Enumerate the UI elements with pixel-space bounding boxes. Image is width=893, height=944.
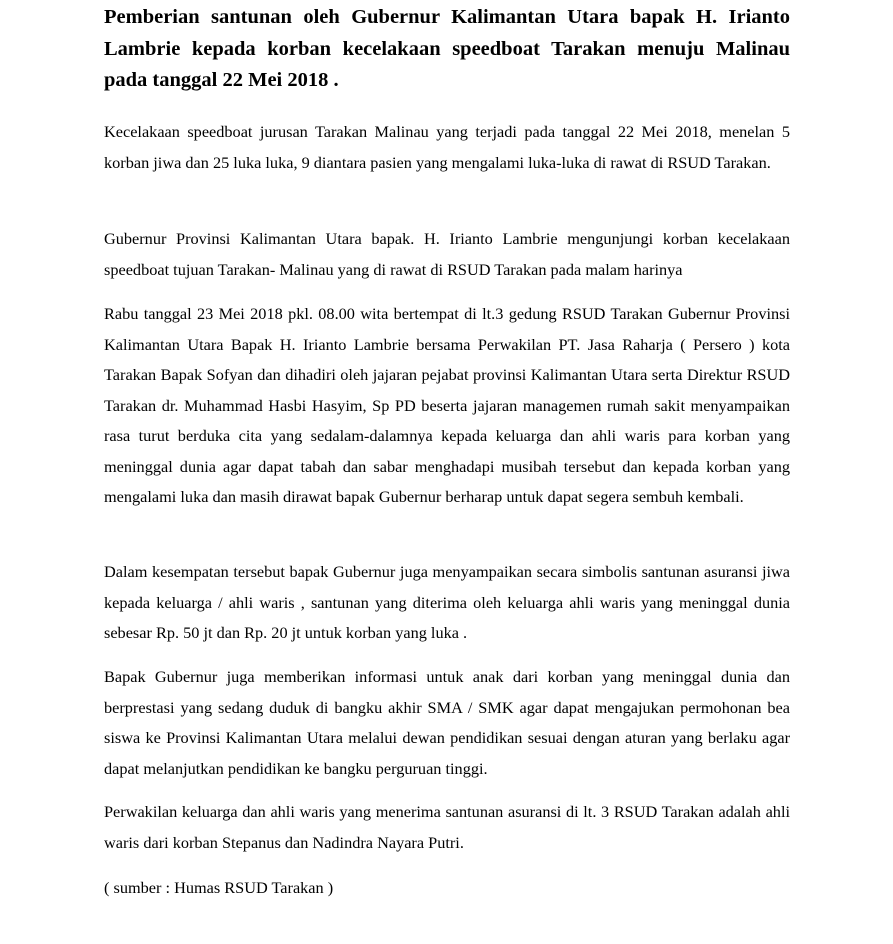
paragraph-insurance-compensation: Dalam kesempatan tersebut bapak Gubernur juga menyampaikan secara simbolis santunan asuransi jiwa kepada keluarga / ahli waris , santunan yang diterima oleh keluarga ahli waris yang meninggal dunia sebesar Rp. 50 jt dan Rp. 20 jt untuk korban yang luka .	[104, 562, 790, 642]
document-title: Pemberian santunan oleh Gubernur Kalimantan Utara bapak H. Irianto Lambrie kepada korban kecelakaan speedboat Tarakan menuju Malinau pada tanggal 22 Mei 2018 .	[104, 6, 790, 91]
paragraph-scholarship-info: Bapak Gubernur juga memberikan informasi untuk anak dari korban yang meninggal dunia dan berprestasi yang sedang duduk di bangku akhir SMA / SMK agar dapat mengajukan permohonan bea siswa ke Provinsi Kalimantan Utara melalui dewan pendidikan sesuai dengan aturan yang berlaku agar dapat melanjutkan pendidikan ke bangku perguruan tinggi.	[104, 667, 790, 778]
paragraph-condolence-event: Rabu tanggal 23 Mei 2018 pkl. 08.00 wita bertempat di lt.3 gedung RSUD Tarakan Gubernur Provinsi Kalimantan Utara Bapak H. Irianto Lambrie bersama Perwakilan PT. Jasa Raharja ( Persero ) kota Tarakan Bapak Sofyan dan dihadiri oleh jajaran pejabat provinsi Kalimantan Utara serta Direktur RSUD Tarakan dr. Muhammad Hasbi Hasyim, Sp PD beserta jajaran managemen rumah sakit menyampaikan rasa turut berduka cita yang sedalam-dalamnya kepada keluarga dan ahli waris para korban yang meninggal dunia agar dapat tabah dan sabar menghadapi musibah tersebut dan kepada korban yang mengalami luka dan masih dirawat bapak Gubernur berharap untuk dapat segera sembuh kembali.	[104, 304, 790, 506]
paragraph-accident-summary: Kecelakaan speedboat jurusan Tarakan Malinau yang terjadi pada tanggal 22 Mei 2018, menelan 5 korban jiwa dan 25 luka luka, 9 diantara pasien yang mengalami luka-luka di rawat di RSUD Tarakan.	[104, 122, 790, 172]
paragraph-governor-visit: Gubernur Provinsi Kalimantan Utara bapak. H. Irianto Lambrie mengunjungi korban kecelakaan speedboat tujuan Tarakan- Malinau yang di rawat di RSUD Tarakan pada malam harinya	[104, 229, 790, 279]
paragraph-beneficiaries: Perwakilan keluarga dan ahli waris yang menerima santunan asuransi di lt. 3 RSUD Tarakan adalah ahli waris dari korban Stepanus dan Nadindra Nayara Putri.	[104, 802, 790, 852]
source-credit: ( sumber : Humas RSUD Tarakan )	[104, 878, 334, 897]
